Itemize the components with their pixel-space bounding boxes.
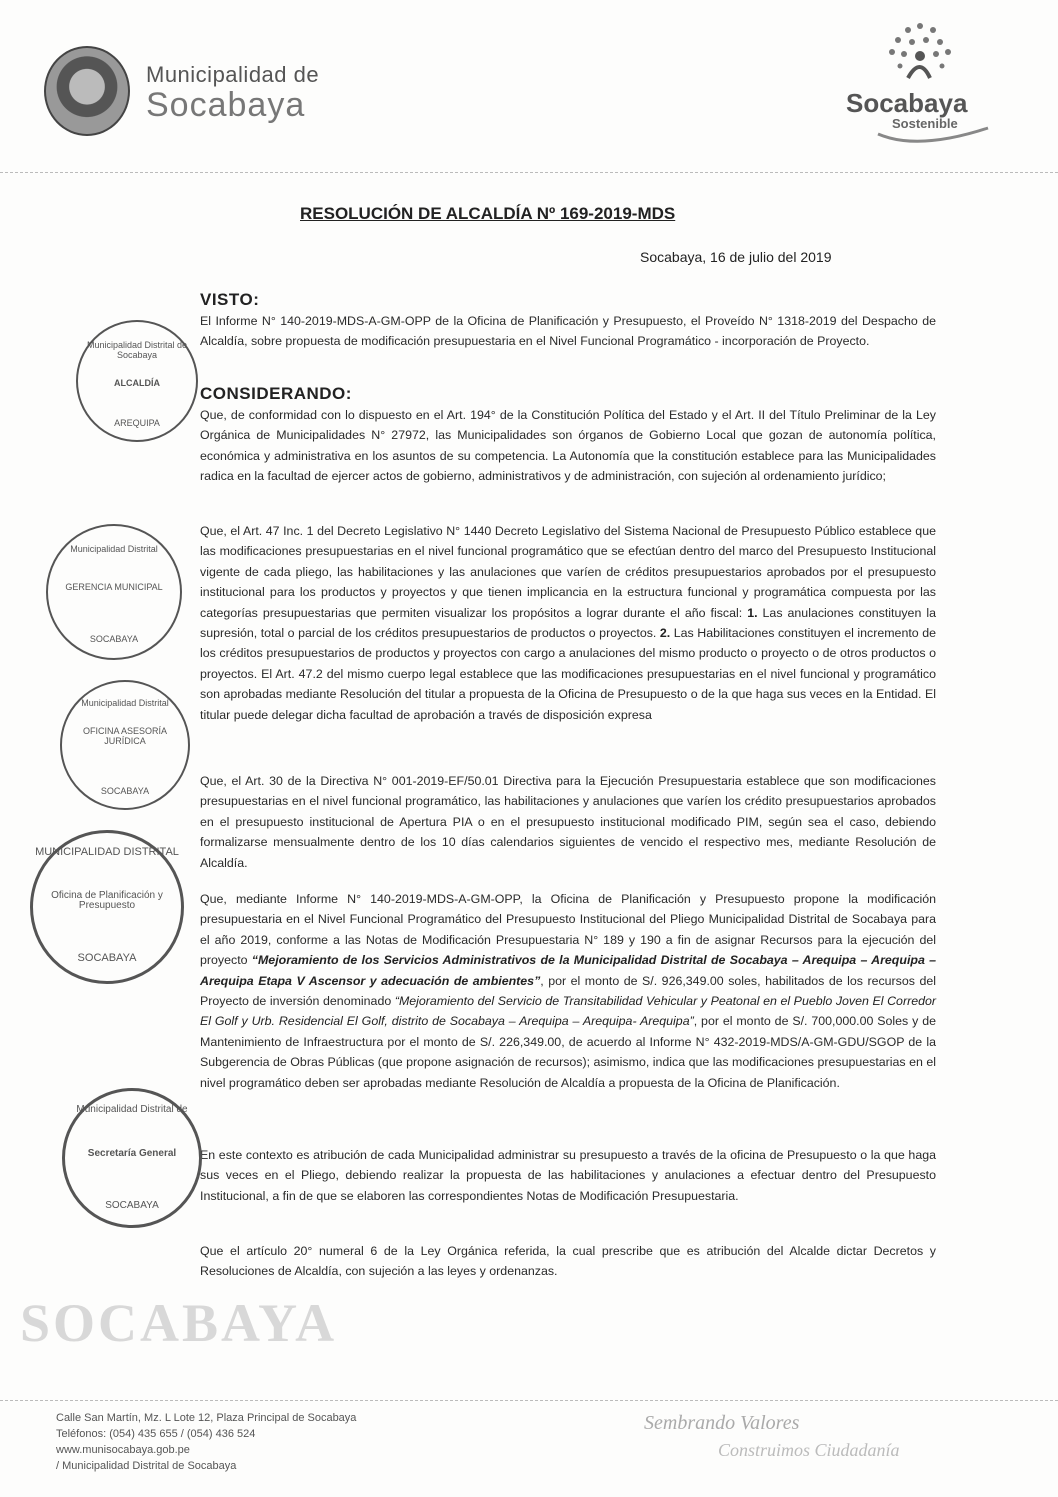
footer-facebook: / Municipalidad Distrital de Socabaya bbox=[56, 1460, 237, 1472]
municipality-name-line2: Socabaya bbox=[146, 86, 306, 124]
visto-text: El Informe N° 140-2019-MDS-A-GM-OPP de la Oficina de Planificación y Presupuesto, el Proveído N° 1318-2019 del Despacho de Alcaldía, sobre propuesta de modificación presupuestaria en el Nivel Funcional Programático - incorporación de Proyecto. bbox=[200, 314, 936, 349]
alcaldia-seal: Municipalidad Distrital de Socabaya ALCALDÍA AREQUIPA bbox=[76, 320, 198, 442]
planificacion-presupuesto-seal: MUNICIPALIDAD DISTRITAL Oficina de Planificación y Presupuesto SOCABAYA bbox=[30, 830, 184, 984]
footer-address: Calle San Martín, Mz. L Lote 12, Plaza Principal de Socabaya bbox=[56, 1412, 357, 1424]
considerando-paragraph-6: Que el artículo 20° numeral 6 de la Ley Orgánica referida, la cual prescribe que es atribución del Alcalde dictar Decretos y Resoluciones de Alcaldía, con sujeción a las leyes y ordenanzas. bbox=[200, 1244, 936, 1279]
considerando-paragraph-4: Que, mediante Informe N° 140-2019-MDS-A-GM-OPP, la Oficina de Planificación y Presupuesto propone la modificación presupuestaria en el Nivel Funcional Programático del Presupuesto Institucional del Pliego Municipalidad Distrital de Socabaya para el año 2019, conforme a las Notas de Modificación Presupuestaria N° 189 y 190 a fin de asignar Recursos para la ejecución del proyecto “Mejoramiento de los Servicios Administrativos de la Municipalidad Distrital de Socabaya – Arequipa – Arequipa – Arequipa Etapa V Ascensor y adecuación de ambientes”, por el monto de S/. 926,349.00 soles, habilitados de los recursos del Proyecto de inversión denominado “Mejoramiento del Servicio de Transitabilidad Vehicular y Peatonal en el Pueblo Joven El Corredor El Golf y Urb. Residencial El Golf, distrito de Socabaya – Arequipa – Arequipa- Arequipa”, por el monto de S/. 700,000.00 Soles y de Mantenimiento de Infraestructura por el monto de S/. 226,349.00, de acuerdo al Informe N° 432-2019-MDS/A-GM-GDU/SGOP de la Subgerencia de Obras Públicas (que propone asignación de recursos); asimismo, indica que las modificaciones presupuestarias en el nivel programático deben ser aprobadas mediante Resolución de Alcaldía a propuesta de la Oficina de Planificación. bbox=[200, 892, 937, 1090]
municipal-crest-logo bbox=[44, 46, 130, 136]
footer-slogan-1: Sembrando Valores bbox=[644, 1412, 800, 1434]
considerando-paragraph-3: Que, el Art. 30 de la Directiva N° 001-2019-EF/50.01 Directiva para la Ejecución Presupuestaria establece que son modificaciones presupuestarias en el nivel funcional programático, las habilitaciones y anulaciones que varíen los crédito presupuestarios aprobados en el presupuesto institucional de Apertura PIA o en el presupuesto institucional modificado PIM, según sea el caso, debiendo formalizarse mensualmente dentro de los 10 días calendarios siguientes de vencido el respectivo mes, mediante Resolución de Alcaldía. bbox=[200, 774, 936, 870]
gerencia-municipal-seal: Municipalidad Distrital GERENCIA MUNICIPAL SOCABAYA bbox=[46, 524, 182, 660]
considerando-heading: CONSIDERANDO: bbox=[200, 384, 352, 403]
considerando-paragraph-2: Que, el Art. 47 Inc. 1 del Decreto Legislativo N° 1440 Decreto Legislativo del Sistema Nacional de Presupuesto Público establece que las modificaciones presupuestarias en el nivel funcional programático que se efectúan dentro del marco del Presupuesto Institucional vigente de cada pliego, las habilitaciones y las anulaciones que varíen de créditos presupuestarios aprobados por el presupuesto institucional para los productos y proyectos y que tienen implicancia en la estructura funcional y programática compuesta por las categorías presupuestarias que permiten visualizar los propósitos a lograr durante el año fiscal: 1. Las anulaciones constituyen la supresión, total o parcial de los créditos presupuestarios de productos o proyectos. 2. Las Habilitaciones constituyen el incremento de los créditos presupuestarios de productos y proyectos con cargo a anulaciones del mismo producto o proyecto o de otros productos o proyectos. El Art. 47.2 del mismo cuerpo legal establece que las modificaciones presupuestarias en el nivel funcional y programático son aprobadas mediante Resolución del titular a propuesta de la Oficina de Presupuesto o de la que haga sus veces en la Entidad. El titular puede delegar dicha facultad de aprobación a través de disposición expresa bbox=[200, 524, 936, 722]
footer-website[interactable]: www.munisocabaya.gob.pe bbox=[56, 1444, 190, 1456]
resolution-date: Socabaya, 16 de julio del 2019 bbox=[640, 249, 832, 265]
footer-slogan-2: Construimos Ciudadanía bbox=[718, 1440, 900, 1460]
secretaria-general-seal: Municipalidad Distrital de Secretaría General SOCABAYA bbox=[62, 1088, 202, 1228]
municipality-name-line1: Municipalidad de bbox=[146, 62, 320, 87]
visto-heading: VISTO: bbox=[200, 290, 260, 309]
footer-phones: Teléfonos: (054) 435 655 / (054) 436 524 bbox=[56, 1428, 256, 1440]
asesoria-juridica-seal: Municipalidad Distrital OFICINA ASESORÍA JURÍDICA SOCABAYA bbox=[60, 680, 190, 810]
footer-divider bbox=[0, 1400, 1058, 1401]
resolution-title: RESOLUCIÓN DE ALCALDÍA Nº 169-2019-MDS bbox=[300, 204, 676, 223]
considerando-paragraph-1: Que, de conformidad con lo dispuesto en el Art. 194° de la Constitución Política del Estado y el Art. II del Título Preliminar de la Ley Orgánica de Municipalidades N° 27972, las Municipalidades son órganos de Gobierno Local que gozan de autonomía política, económica y administrativa en los asuntos de su competencia. La Autonomía que la constitución establece para las Municipalidades radica en la facultad de ejercer actos de gobierno, administrativos y de administración, con sujeción al ordenamiento jurídico; bbox=[200, 408, 936, 484]
brand-subtitle: Sostenible bbox=[892, 116, 958, 131]
considerando-paragraph-5: En este contexto es atribución de cada Municipalidad administrar su presupuesto a través de la oficina de Presupuesto o la que haga sus veces en el Pliego, debiendo realizar la propuesta de las habilitaciones y anulaciones a efectuar dentro del Presupuesto Institucional, a fin de que se elaboren las correspondientes Notas de Modificación Presupuestaria. bbox=[200, 1148, 936, 1203]
header-divider bbox=[0, 172, 1058, 173]
brand-name: Socabaya bbox=[846, 88, 968, 118]
socabaya-watermark: SOCABAYA bbox=[20, 1293, 338, 1353]
